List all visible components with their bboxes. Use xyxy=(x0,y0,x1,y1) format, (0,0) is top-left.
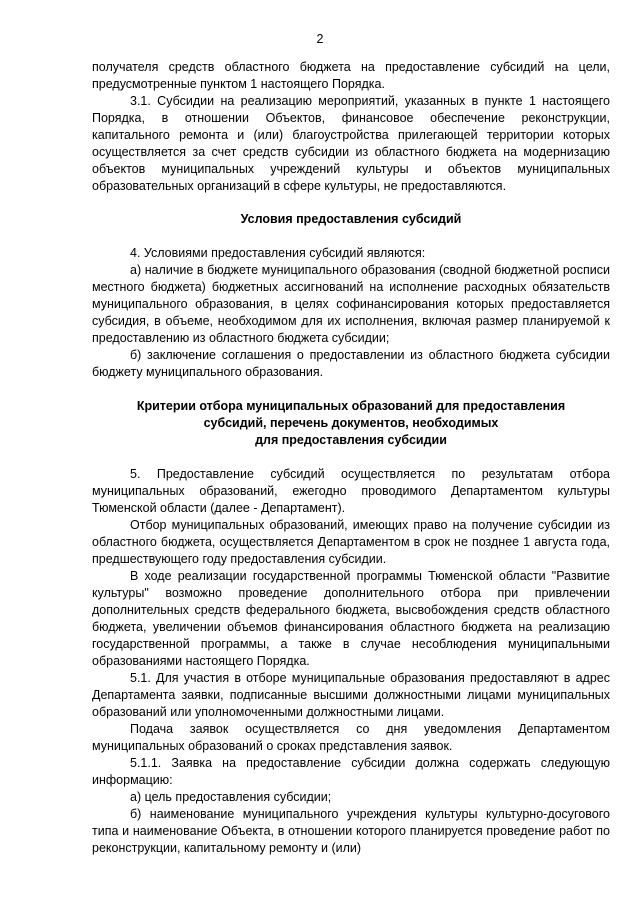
paragraph: 4. Условиями предоставления субсидий являются: xyxy=(130,246,426,260)
document-body xyxy=(92,59,610,857)
paragraph: В ходе реализации государственной программы Тюменской области "Развитие культуры" возможно проведение дополнительного отбора при привлечении дополнительных средств федерального бюджета, высвобождения средств областного бюджета, увеличении объемов финансирования областного бюджета на реализацию государственной программы, а также в случае несоблюдения муниципальными образованиями настоящего Порядка. xyxy=(92,569,610,668)
paragraph: а) цель предоставления субсидии; xyxy=(130,790,332,804)
paragraph: 5.1. Для участия в отборе муниципальные образования предоставляют в адрес Департамента заявки, подписанные высшими должностными лицами муниципальных образований или уполномоченными должностными лицами. xyxy=(92,671,610,719)
paragraph: 5.1.1. Заявка на предоставление субсидии должна содержать следующую информацию: xyxy=(92,756,610,787)
paragraph: получателя средств областного бюджета на предоставление субсидий на цели, предусмотренные пунктом 1 настоящего Порядка. xyxy=(92,60,610,91)
paragraph: Отбор муниципальных образований, имеющих право на получение субсидии из областного бюджета, осуществляется Департаментом в срок не позднее 1 августа года, предшествующего году предоставления субсидии. xyxy=(92,518,610,566)
section-heading-block xyxy=(92,398,610,449)
paragraph: Подача заявок осуществляется со дня уведомления Департаментом муниципальных образований о сроках представления заявок. xyxy=(92,722,610,753)
section-heading: Условия предоставления субсидий xyxy=(240,212,462,226)
paragraph: 5. Предоставление субсидий осуществляется по результатам отбора муниципальных образований, ежегодно проводимого Департаментом культуры Тюменской области (далее - Департамент). xyxy=(92,467,610,515)
paragraph: б) наименование муниципального учреждения культуры культурно-досугового типа и наименование Объекта, в отношении которого планируется проведение работ по реконструкции, капитальному ремонту и (или) xyxy=(92,807,610,855)
paragraph: б) заключение соглашения о предоставлении из областного бюджета субсидии бюджету муниципального образования. xyxy=(92,348,610,379)
section-heading-line: Критерии отбора муниципальных образований для предоставления xyxy=(136,399,566,413)
page-number: 2 xyxy=(316,32,324,46)
paragraph: а) наличие в бюджете муниципального образования (сводной бюджетной росписи местного бюджета) бюджетных ассигнований на исполнение расходных обязательств муниципального образования, в целях софинансирования которых предоставляется субсидия, в объеме, необходимом для их исполнения, включая размер планируемой к предоставлению из областного бюджета субсидии; xyxy=(92,263,610,345)
paragraph: 3.1. Субсидии на реализацию мероприятий, указанных в пункте 1 настоящего Порядка, в отношении Объектов, финансовое обеспечение реконструкции, капитального ремонта и (или) благоустройства прилегающей территории которых осуществляется за счет средств субсидии из областного бюджета на модернизацию объектов муниципальных учреждений культуры и объектов муниципальных образовательных организаций в сфере культуры, не предоставляются. xyxy=(92,94,610,193)
section-heading-line: субсидий, перечень документов, необходимых xyxy=(203,416,499,430)
section-heading-line: для предоставления субсидии xyxy=(255,433,447,447)
